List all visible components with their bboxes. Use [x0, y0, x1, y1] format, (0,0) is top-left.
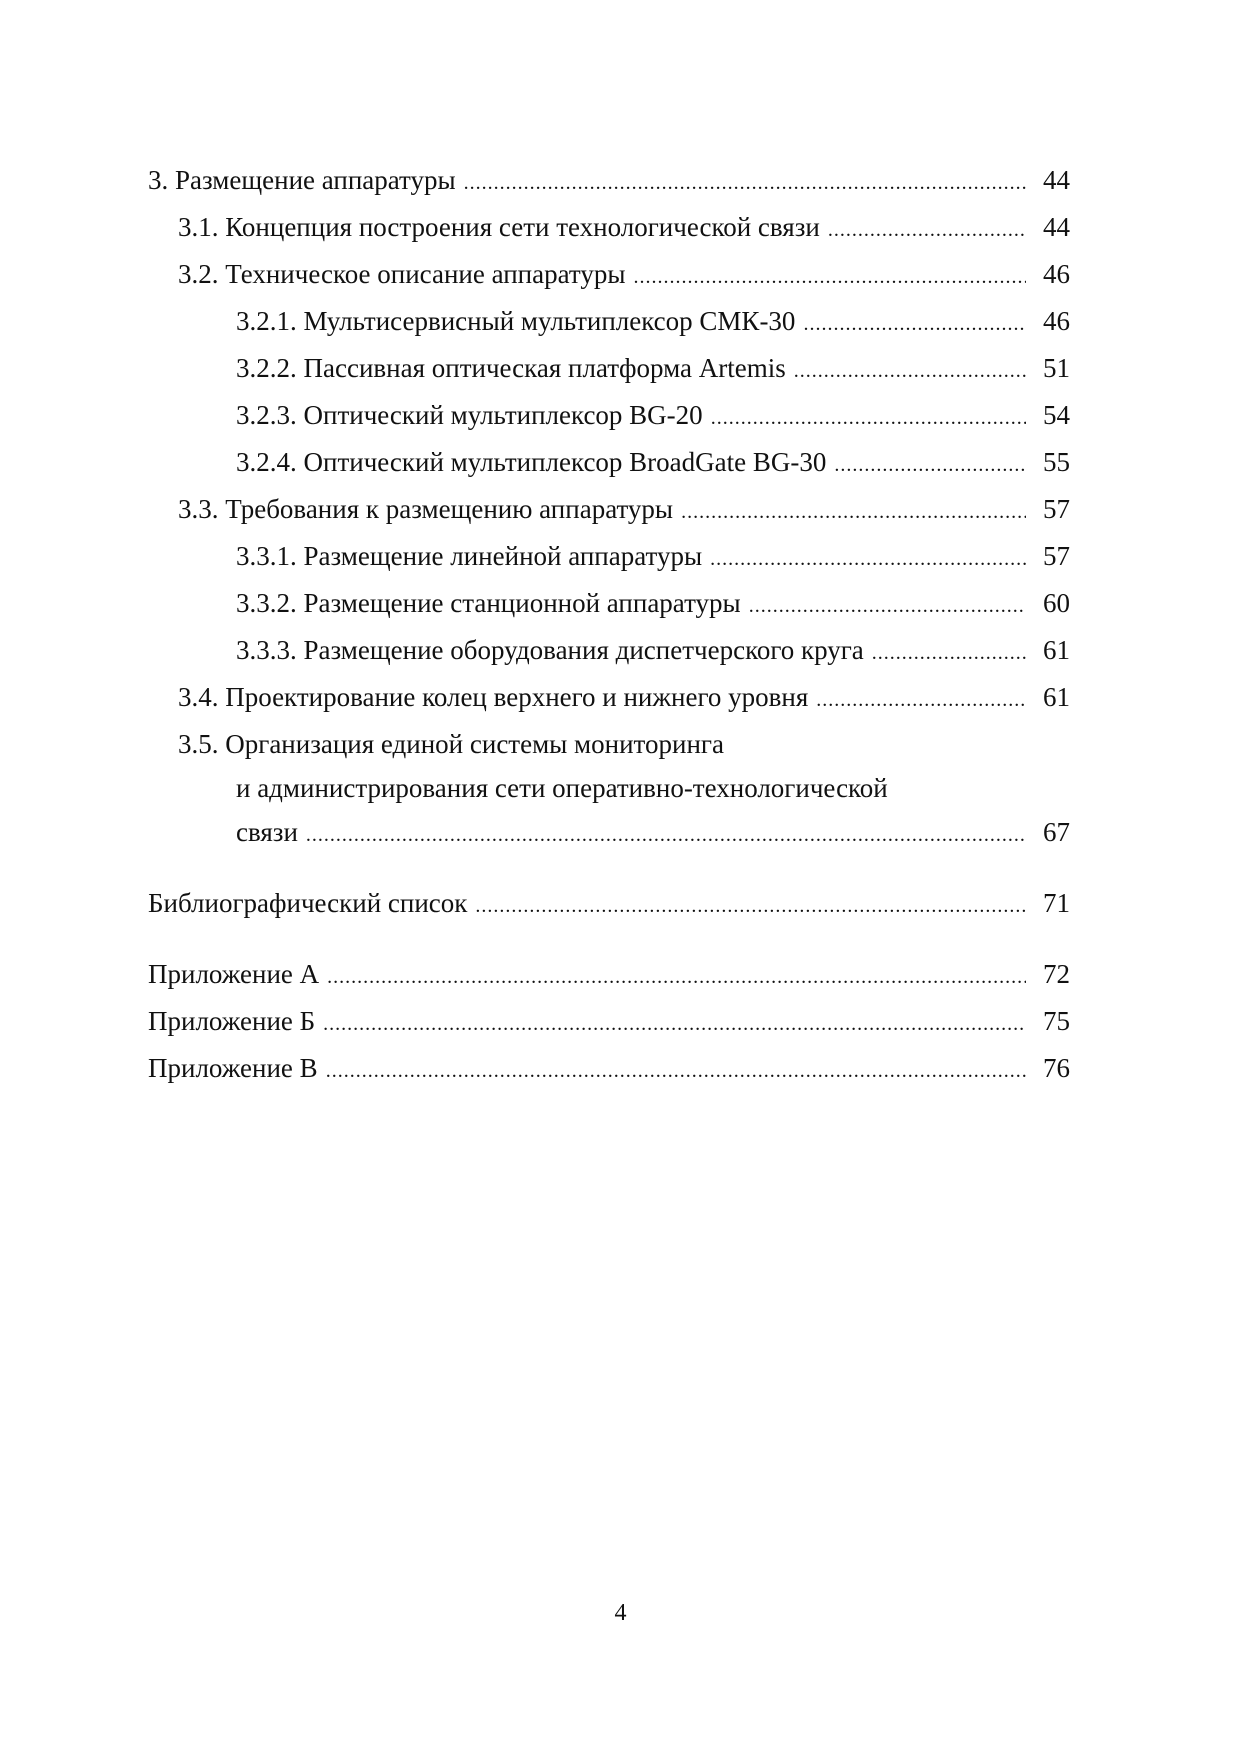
- toc-entry-title: 3.3.3. Размещение оборудования диспетчерского круга: [236, 635, 864, 665]
- toc-entry-title: 3.3.1. Размещение линейной аппаратуры: [236, 541, 703, 571]
- toc-entry-page: 55: [1043, 447, 1070, 477]
- toc-entry-title: Приложение А: [148, 959, 320, 989]
- toc-leader-dots: [794, 349, 1026, 393]
- toc-entry[interactable]: [148, 393, 1070, 440]
- toc-entry-page: 76: [1043, 1053, 1070, 1083]
- toc-entry-page: 75: [1043, 1006, 1070, 1036]
- toc-entry-title: 3.3. Требования к размещению аппаратуры: [178, 494, 674, 524]
- toc-entry-page: 44: [1043, 212, 1070, 242]
- toc-leader-dots: [834, 443, 1026, 487]
- toc-entry-title: связи: [236, 817, 298, 847]
- toc-entry-title: 3.3.2. Размещение станционной аппаратуры: [236, 588, 741, 618]
- toc-entry-title: 3.2.4. Оптический мультиплексор BroadGate BG-30: [236, 447, 827, 477]
- toc-entry-page: 71: [1043, 888, 1070, 918]
- toc-entry[interactable]: [148, 1046, 1070, 1093]
- page-number: 4: [614, 1600, 627, 1626]
- toc-leader-dots: [306, 813, 1026, 857]
- toc-entry-page: 61: [1043, 635, 1070, 665]
- toc-leader-dots: [749, 584, 1026, 628]
- toc-entry[interactable]: [148, 675, 1070, 722]
- toc-entry-page: 57: [1043, 494, 1070, 524]
- toc-entry-page: 54: [1043, 400, 1070, 430]
- toc-leader-dots: [323, 1002, 1026, 1046]
- toc-entry[interactable]: [148, 158, 1070, 205]
- toc-entry-multiline-start[interactable]: [148, 722, 1070, 766]
- toc-entry-title: 3.4. Проектирование колец верхнего и нижнего уровня: [178, 682, 809, 712]
- toc-entry[interactable]: [148, 581, 1070, 628]
- toc-leader-dots: [816, 678, 1026, 722]
- toc-entry[interactable]: [148, 252, 1070, 299]
- toc-leader-dots: [872, 631, 1026, 675]
- toc-entry-page: 60: [1043, 588, 1070, 618]
- toc-entry[interactable]: [148, 299, 1070, 346]
- toc-entry[interactable]: [148, 628, 1070, 675]
- toc-entry[interactable]: [148, 881, 1070, 928]
- toc-entry-title: 3.2.3. Оптический мультиплексор BG-20: [236, 400, 703, 430]
- toc-entry-page: 46: [1043, 306, 1070, 336]
- table-of-contents: [148, 158, 1070, 1093]
- toc-leader-dots: [327, 955, 1026, 999]
- toc-entry[interactable]: [148, 346, 1070, 393]
- toc-leader-dots: [681, 490, 1026, 534]
- toc-entry[interactable]: [148, 440, 1070, 487]
- toc-entry-page: 61: [1043, 682, 1070, 712]
- toc-entry-page: 51: [1043, 353, 1070, 383]
- toc-entry[interactable]: [148, 205, 1070, 252]
- toc-entry-title: Приложение Б: [148, 1006, 316, 1036]
- toc-entry-page: 57: [1043, 541, 1070, 571]
- toc-leader-dots: [803, 302, 1026, 346]
- toc-leader-dots: [464, 161, 1026, 205]
- toc-entry-continuation[interactable]: [148, 766, 1070, 810]
- toc-entry[interactable]: [148, 534, 1070, 581]
- toc-leader-dots: [828, 208, 1026, 252]
- toc-entry-title: 3. Размещение аппаратуры: [148, 165, 456, 195]
- toc-entry-title: 3.2.1. Мультисервисный мультиплексор СМК-30: [236, 306, 796, 336]
- toc-leader-dots: [633, 255, 1026, 299]
- toc-entry-title: Библиографический список: [148, 888, 468, 918]
- toc-leader-dots: [475, 884, 1026, 928]
- toc-entry-page: 67: [1043, 817, 1070, 847]
- toc-entry[interactable]: [148, 810, 1070, 857]
- toc-entry-page: 46: [1043, 259, 1070, 289]
- toc-entry-title: и администрирования сети оперативно-технологической: [236, 773, 888, 803]
- toc-entry-title: Приложение В: [148, 1053, 318, 1083]
- toc-entry[interactable]: [148, 952, 1070, 999]
- toc-leader-dots: [711, 396, 1026, 440]
- toc-entry-title: 3.5. Организация единой системы мониторинга: [178, 729, 724, 759]
- toc-leader-dots: [710, 537, 1026, 581]
- toc-entry-page: 72: [1043, 959, 1070, 989]
- toc-entry-page: 44: [1043, 165, 1070, 195]
- toc-leader-dots: [326, 1049, 1026, 1093]
- toc-entry-title: 3.2. Техническое описание аппаратуры: [178, 259, 626, 289]
- toc-entry[interactable]: [148, 487, 1070, 534]
- toc-entry-title: 3.1. Концепция построения сети технологической связи: [178, 212, 820, 242]
- toc-entry[interactable]: [148, 999, 1070, 1046]
- toc-entry-title: 3.2.2. Пассивная оптическая платформа Artemis: [236, 353, 786, 383]
